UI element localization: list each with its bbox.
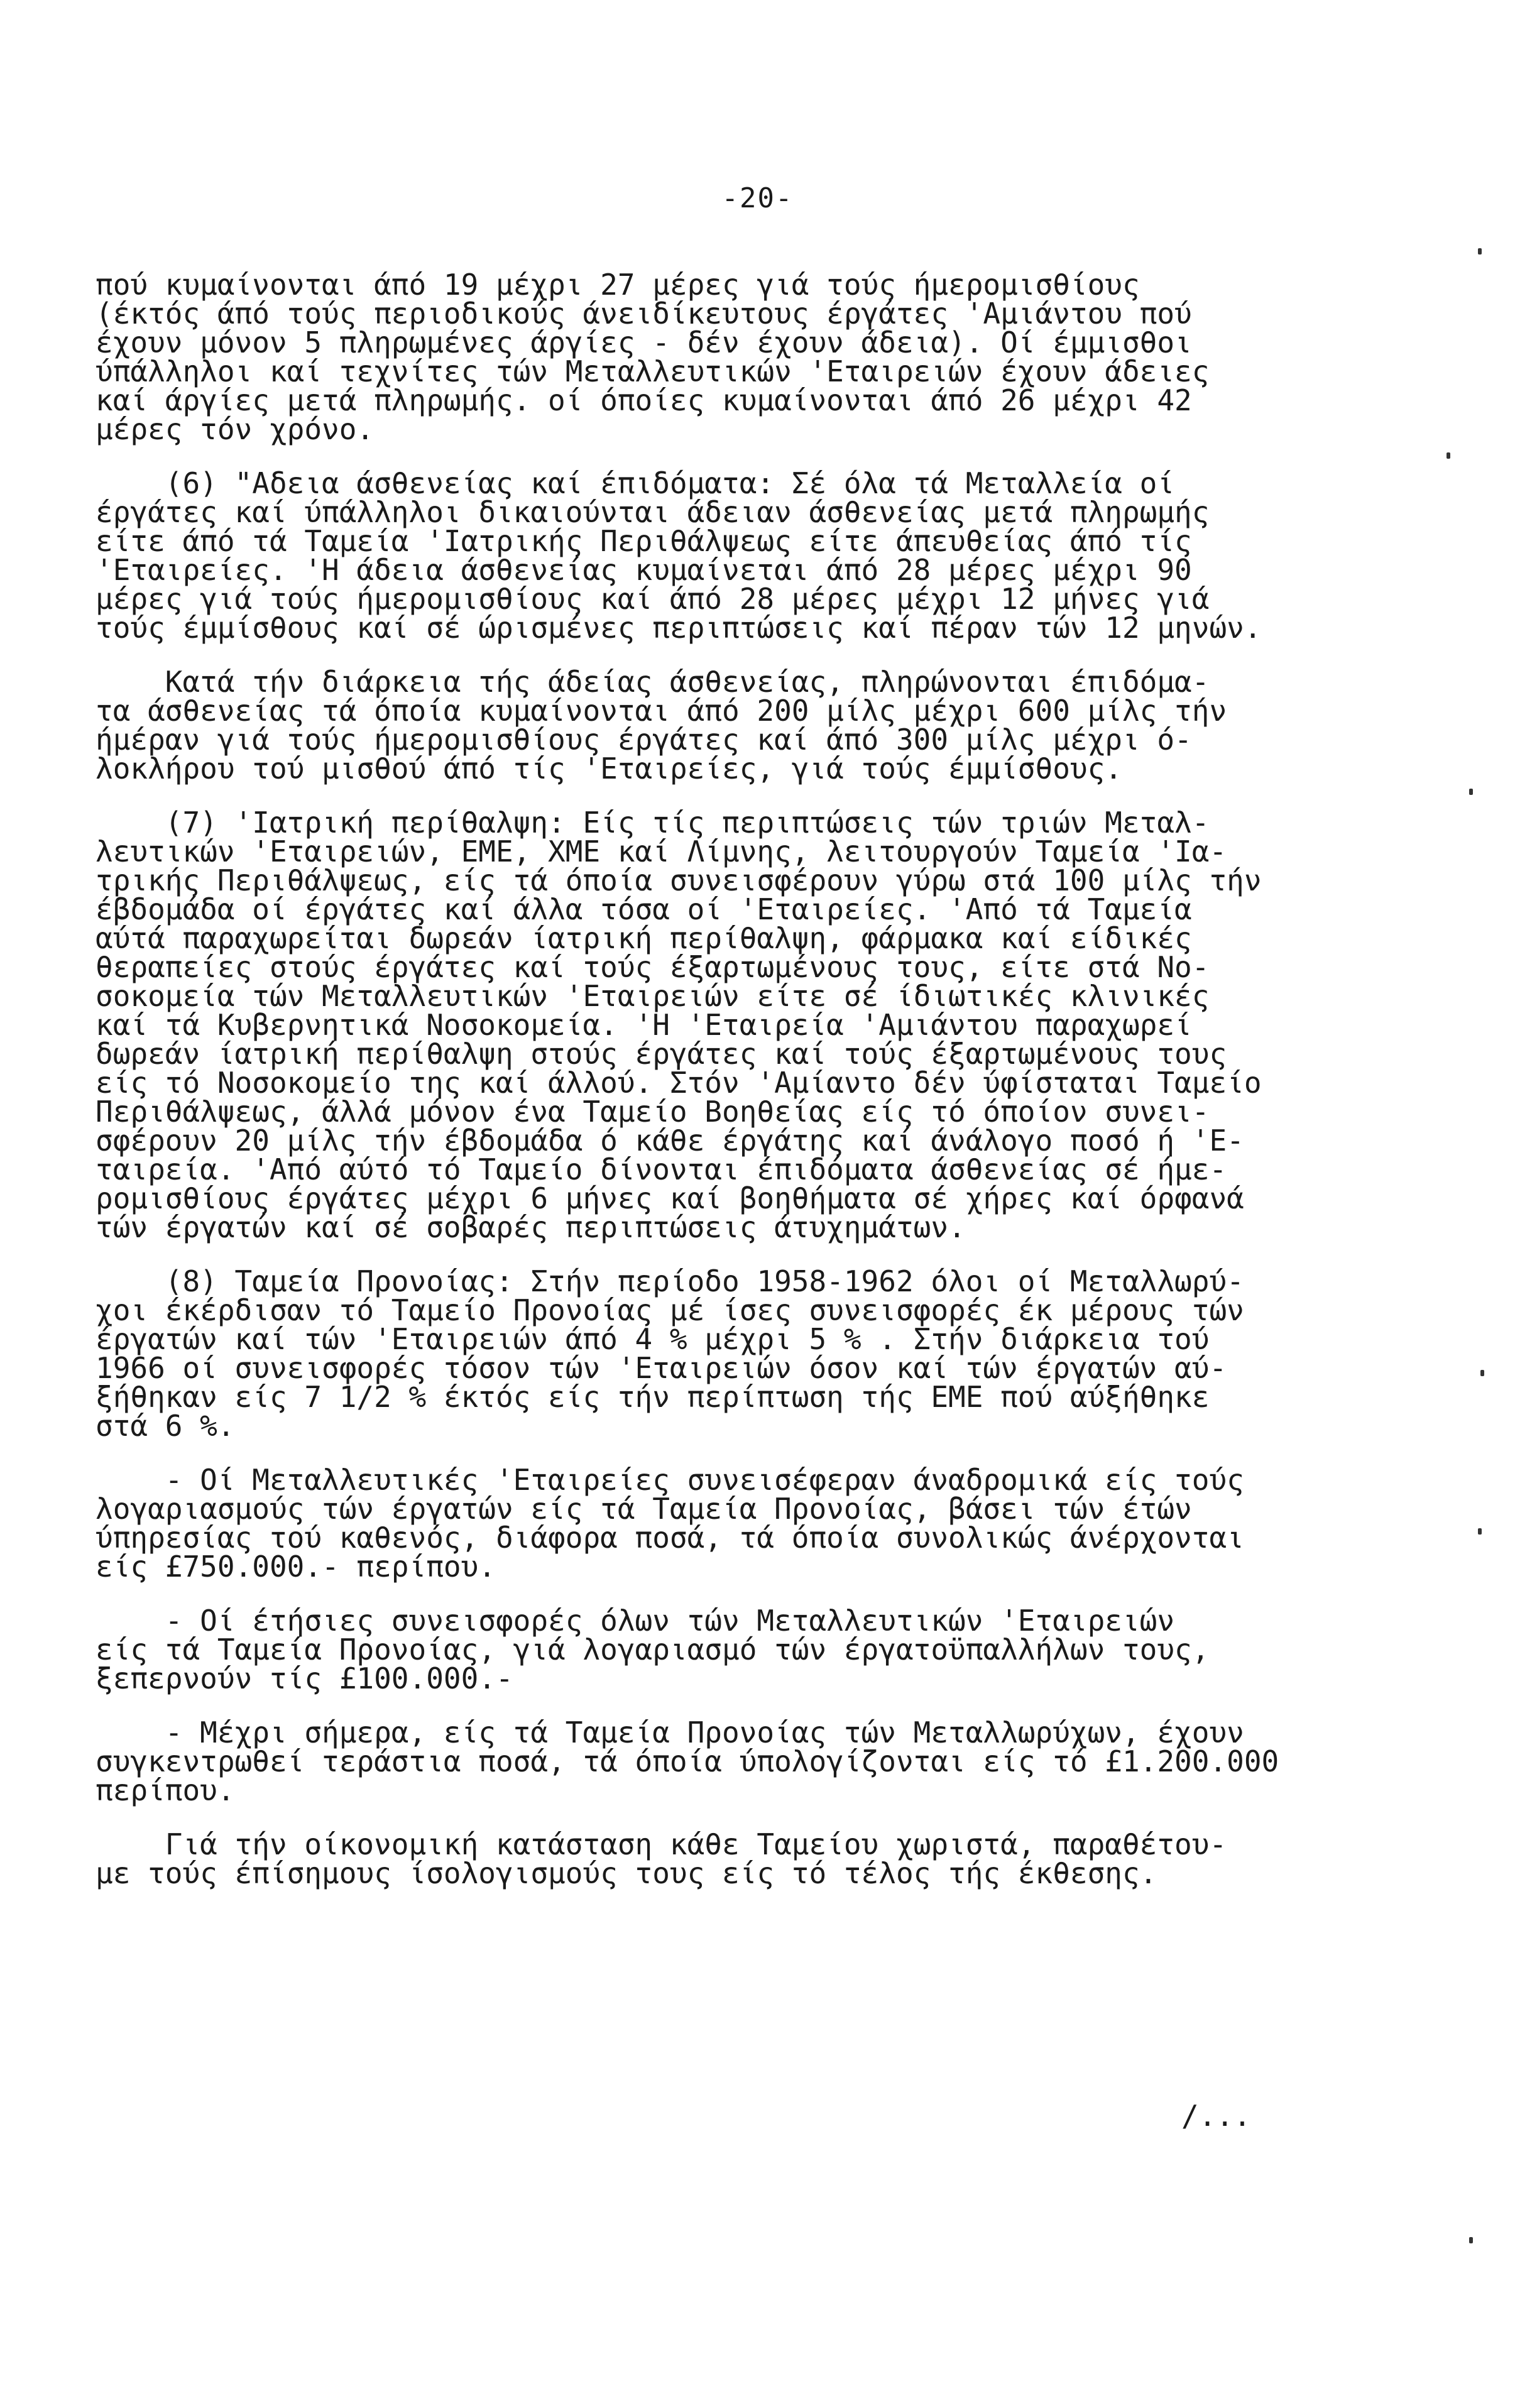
text-line: (έκτός άπό τούς περιοδικούς άνειδίκευτους έργάτες 'Αμιάντου πού bbox=[96, 297, 1192, 331]
text-line: τούς έμμίσθους καί σέ ώρισμένες περιπτώσεις καί πέραν τών 12 μηνών. bbox=[96, 611, 1262, 645]
paragraph-closing bbox=[96, 1827, 1403, 1890]
paragraph-p6b bbox=[96, 667, 1403, 783]
paragraph-p6 bbox=[96, 466, 1403, 645]
text-line: σφέρουν 20 μίλς τήν έβδομάδα ό κάθε έργάτης καί άνάλογο ποσό ή 'Ε- bbox=[96, 1124, 1244, 1157]
text-line: καί τά Κυβερνητικά Νοσοκομεία. 'Η 'Εταιρεία 'Αμιάντου παραχωρεί bbox=[96, 1008, 1192, 1042]
scan-speck bbox=[1478, 1528, 1482, 1535]
text-line: πού κυμαίνονται άπό 19 μέχρι 27 μέρες γιά τούς ήμερομισθίους bbox=[96, 268, 1140, 302]
text-line: - Οί Μεταλλευτικές 'Εταιρείες συνεισέφεραν άναδρομικά είς τούς bbox=[96, 1463, 1244, 1497]
text-line: είτε άπό τά Ταμεία 'Ιατρικής Περιθάλψεως είτε άπευθείας άπό τίς bbox=[96, 524, 1192, 558]
text-line: ξεπερνούν τίς £100.000.- bbox=[96, 1661, 513, 1695]
text-line: καί άργίες μετά πληρωμής. οί όποίες κυμαίνονται άπό 26 μέχρι 42 bbox=[96, 383, 1192, 417]
scan-speck bbox=[1478, 248, 1482, 254]
text-line: αύτά παραχωρείται δωρεάν ίατρική περίθαλψη, φάρμακα καί είδικές bbox=[96, 921, 1192, 955]
text-line: χοι έκέρδισαν τό Ταμείο Προνοίας μέ ίσες συνεισφορές έκ μέρους τών bbox=[96, 1293, 1244, 1327]
text-line: ύπάλληλοι καί τεχνίτες τών Μεταλλευτικών 'Εταιρειών έχουν άδειες bbox=[96, 354, 1210, 388]
text-line: είς £750.000.- περίπου. bbox=[96, 1550, 496, 1584]
text-line: - Μέχρι σήμερα, είς τά Ταμεία Προνοίας τών Μεταλλωρύχων, έχουν bbox=[96, 1716, 1244, 1749]
text-line: έργάτες καί ύπάλληλοι δικαιούνται άδειαν άσθενείας μετά πληρωμής bbox=[96, 495, 1210, 529]
text-line: ρομισθίους έργάτες μέχρι 6 μήνες καί βοηθήματα σέ χήρες καί όρφανά bbox=[96, 1181, 1244, 1215]
text-line: θεραπείες στούς έργάτες καί τούς έξαρτωμένους τους, είτε στά Νο- bbox=[96, 950, 1210, 984]
text-line: λοκλήρου τού μισθού άπό τίς 'Εταιρείες, γιά τούς έμμίσθους. bbox=[96, 752, 1122, 785]
text-line: σοκομεία τών Μεταλλευτικών 'Εταιρειών είτε σέ ίδιωτικές κλινικές bbox=[96, 979, 1210, 1013]
paragraph-b3 bbox=[96, 1718, 1403, 1805]
text-line: μέρες γιά τούς ήμερομισθίους καί άπό 28 μέρες μέχρι 12 μήνες γιά bbox=[96, 582, 1210, 616]
paragraph-p8 bbox=[96, 1264, 1403, 1443]
scan-speck bbox=[1469, 789, 1473, 795]
text-line: λογαριασμούς τών έργατών είς τά Ταμεία Προνοίας, βάσει τών έτών bbox=[96, 1492, 1192, 1526]
text-line: (8) Ταμεία Προνοίας: Στήν περίοδο 1958-1962 όλοι οί Μεταλλωρύ- bbox=[96, 1264, 1244, 1298]
page-number: -20- bbox=[721, 182, 794, 214]
text-line: ξήθηκαν είς 7 1/2 % έκτός είς τήν περίπτωση τής ΕΜΕ πού αύξήθηκε bbox=[96, 1380, 1210, 1414]
text-line: Γιά τήν οίκονομική κατάσταση κάθε Ταμείου χωριστά, παραθέτου- bbox=[96, 1827, 1227, 1861]
text-line: (6) "Αδεια άσθενείας καί έπιδόματα: Σέ όλα τά Μεταλλεία οί bbox=[96, 466, 1175, 500]
text-line: ταιρεία. 'Από αύτό τό Ταμείο δίνονται έπιδόματα άσθενείας σέ ήμε- bbox=[96, 1152, 1227, 1186]
text-line: τών έργατών καί σέ σοβαρές περιπτώσεις άτυχημάτων. bbox=[96, 1210, 966, 1244]
text-line: έχουν μόνον 5 πληρωμένες άργίες - δέν έχουν άδεια). Οί έμμισθοι bbox=[96, 326, 1192, 359]
text-line: - Οί έτήσιες συνεισφορές όλων τών Μεταλλευτικών 'Εταιρειών bbox=[96, 1604, 1175, 1638]
paragraph-b1 bbox=[96, 1463, 1403, 1584]
paragraph-b2 bbox=[96, 1606, 1403, 1693]
text-line: έβδομάδα οί έργάτες καί άλλα τόσα οί 'Εταιρείες. 'Από τά Ταμεία bbox=[96, 892, 1192, 926]
document-body bbox=[96, 270, 1403, 1913]
paragraph-p7 bbox=[96, 808, 1403, 1242]
text-line: 'Εταιρείες. 'Η άδεια άσθενείας κυμαίνεται άπό 28 μέρες μέχρι 90 bbox=[96, 553, 1192, 587]
text-line: στά 6 %. bbox=[96, 1409, 235, 1443]
text-line: Κατά τήν διάρκεια τής άδείας άσθενείας, πληρώνονται έπιδόμα- bbox=[96, 665, 1210, 699]
scan-speck bbox=[1447, 452, 1450, 459]
text-line: είς τά Ταμεία Προνοίας, γιά λογαριασμό τών έργατοϋπαλλήλων τους, bbox=[96, 1633, 1210, 1666]
scan-speck bbox=[1480, 1370, 1484, 1376]
text-line: μέρες τόν χρόνο. bbox=[96, 412, 375, 446]
text-line: τα άσθενείας τά όποία κυμαίνονται άπό 200 μίλς μέχρι 600 μίλς τήν bbox=[96, 694, 1227, 728]
text-line: έργατών καί τών 'Εταιρειών άπό 4 % μέχρι 5 % . Στήν διάρκεια τού bbox=[96, 1322, 1210, 1356]
text-line: συγκεντρωθεί τεράστια ποσά, τά όποία ύπολογίζονται είς τό £1.200.000 bbox=[96, 1744, 1279, 1778]
text-line: λευτικών 'Εταιρειών, ΕΜΕ, ΧΜΕ καί Λίμνης, λειτουργούν Ταμεία 'Ια- bbox=[96, 835, 1227, 868]
text-line: 1966 οί συνεισφορές τόσον τών 'Εταιρειών όσον καί τών έργατών αύ- bbox=[96, 1351, 1227, 1385]
text-line: Περιθάλψεως, άλλά μόνον ένα Ταμείο Βοηθείας είς τό όποίον συνει- bbox=[96, 1095, 1210, 1129]
continuation-mark: /... bbox=[1181, 2099, 1251, 2133]
text-line: με τούς έπίσημους ίσολογισμούς τους είς τό τέλος τής έκθεσης. bbox=[96, 1856, 1157, 1890]
text-line: (7) 'Ιατρική περίθαλψη: Είς τίς περιπτώσεις τών τριών Μεταλ- bbox=[96, 806, 1210, 840]
text-line: περίπου. bbox=[96, 1773, 235, 1807]
text-line: είς τό Νοσοκομείο της καί άλλού. Στόν 'Αμίαντο δέν ύφίσταται Ταμείο bbox=[96, 1066, 1262, 1100]
text-line: δωρεάν ίατρική περίθαλψη στούς έργάτες καί τούς έξαρτωμένους τους bbox=[96, 1037, 1227, 1071]
text-line: ύπηρεσίας τού καθενός, διάφορα ποσά, τά όποία συνολικώς άνέρχονται bbox=[96, 1521, 1244, 1555]
text-line: ήμέραν γιά τούς ήμερομισθίους έργάτες καί άπό 300 μίλς μέχρι ό- bbox=[96, 723, 1192, 757]
text-line: τρικής Περιθάλψεως, είς τά όποία συνεισφέρουν γύρω στά 100 μίλς τήν bbox=[96, 863, 1262, 897]
scan-speck bbox=[1469, 2237, 1473, 2243]
paragraph-intro bbox=[96, 270, 1403, 444]
